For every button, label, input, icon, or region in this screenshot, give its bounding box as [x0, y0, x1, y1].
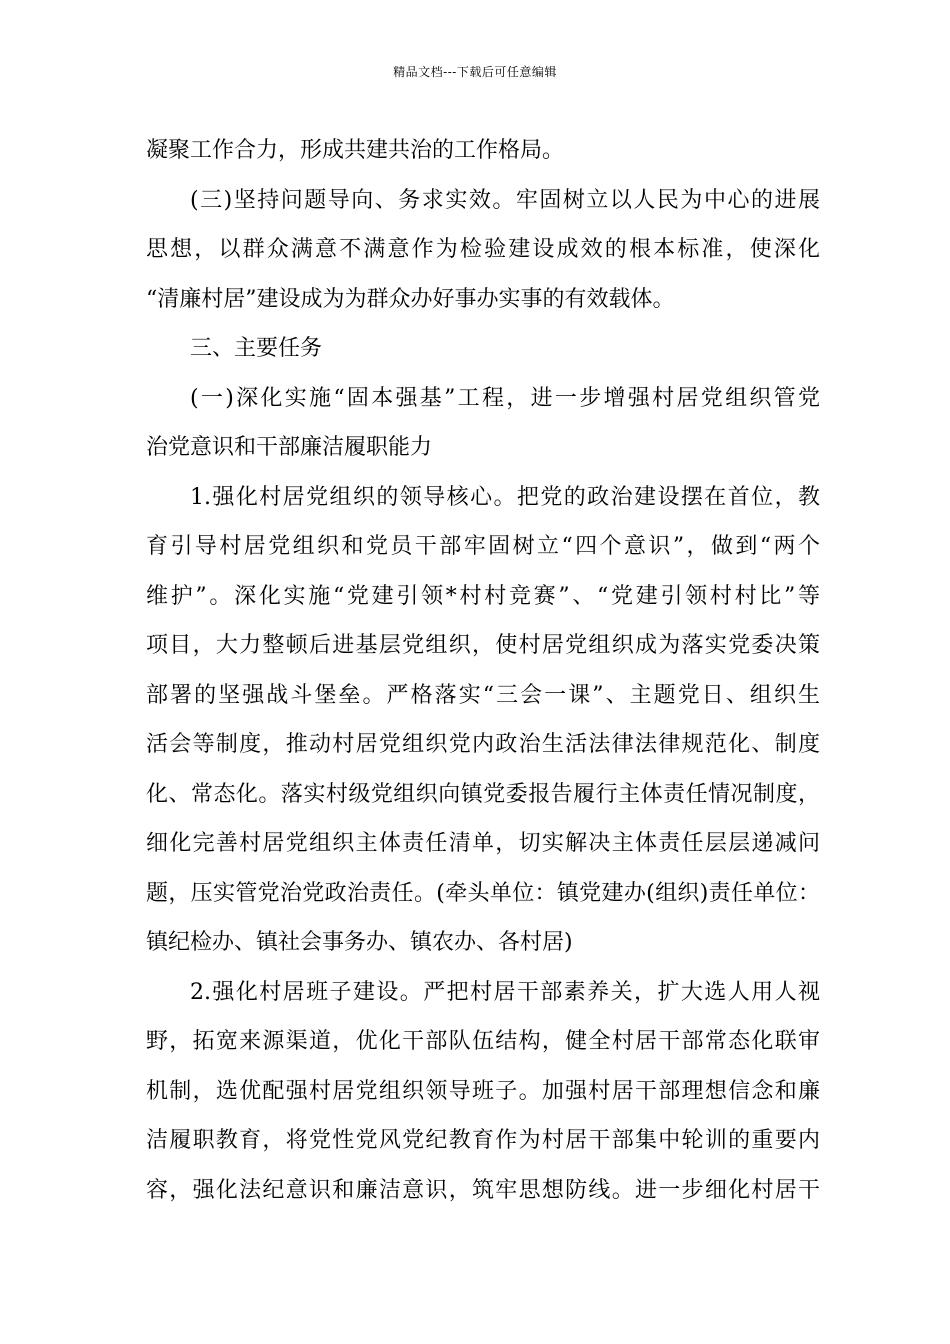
text-line: 洁履职教育，将党性党风党纪教育作为村居干部集中轮训的重要内 — [146, 1128, 820, 1153]
text-line: 活会等制度，推动村居党组织党内政治生活法律法律规范化、制度 — [146, 732, 820, 757]
text-line: 容，强化法纪意识和廉洁意识，筑牢思想防线。进一步细化村居干 — [146, 1177, 820, 1203]
text-line: 凝聚工作合力，形成共建共治的工作格局。 — [146, 138, 565, 163]
text-line: 三、主要任务 — [190, 336, 323, 361]
text-line: 项目，大力整顿后进基层党组织，使村居党组织成为落实党委决策 — [146, 633, 820, 658]
text-line: 育引导村居党组织和党员干部牢固树立“四个意识”，做到“两个 — [146, 534, 820, 559]
text-line: 化、常态化。落实村级党组织向镇党委报告履行主体责任情况制度， — [146, 781, 820, 807]
text-line: (一)深化实施“固本强基”工程，进一步增强村居党组织管党 — [190, 385, 820, 411]
page-header: 精品文档---下载后可任意编辑 — [393, 65, 557, 79]
text-line: 治党意识和干部廉洁履职能力 — [146, 435, 433, 460]
text-line: 镇纪检办、镇社会事务办、镇农办、各村居) — [146, 930, 573, 955]
text-line: 题，压实管党治党政治责任。(牵头单位：镇党建办(组织)责任单位： — [146, 880, 820, 906]
text-line: (三)坚持问题导向、务求实效。牢固树立以人民为中心的进展 — [190, 187, 820, 213]
text-line: 维护”。深化实施“党建引领*村村竞赛”、“党建引领村村比”等 — [146, 583, 820, 609]
text-line: 机制，选优配强村居党组织领导班子。加强村居干部理想信念和廉 — [146, 1078, 820, 1104]
text-line: 部署的坚强战斗堡垒。严格落实“三会一课”、主题党日、组织生 — [146, 682, 820, 708]
text-line: “清廉村居”建设成为为群众办好事办实事的有效载体。 — [146, 286, 675, 312]
text-line: 思想，以群众满意不满意作为检验建设成效的根本标准，使深化 — [146, 237, 820, 262]
text-line: 细化完善村居党组织主体责任清单，切实解决主体责任层层递减问 — [146, 831, 820, 856]
text-line: 野，拓宽来源渠道，优化干部队伍结构，健全村居干部常态化联审 — [146, 1029, 820, 1054]
text-line: 2.强化村居班子建设。严把村居干部素养关，扩大选人用人视 — [190, 979, 820, 1005]
text-line: 1.强化村居党组织的领导核心。把党的政治建设摆在首位，教 — [190, 484, 820, 510]
document-body — [146, 126, 820, 1215]
